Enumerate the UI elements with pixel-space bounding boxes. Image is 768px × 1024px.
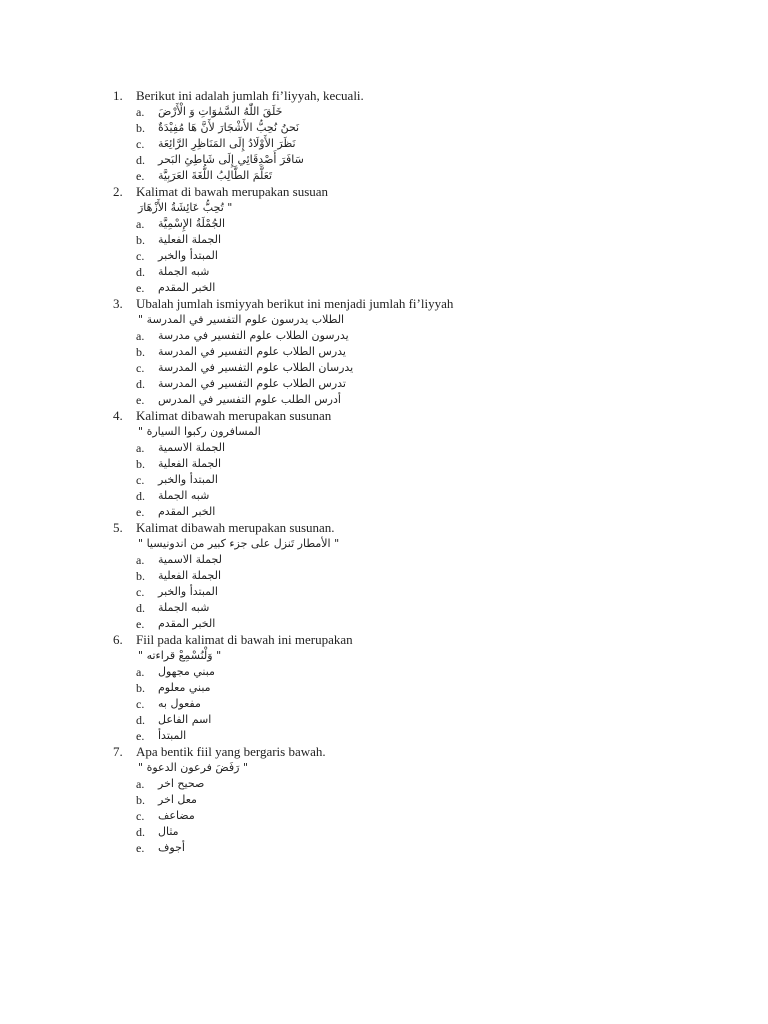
option-letter: c. — [136, 585, 145, 599]
option-text: مفعول به — [158, 697, 201, 710]
option-letter: d. — [136, 825, 145, 839]
option-text: الخبر المقدم — [158, 617, 216, 630]
option-text: يدرسان الطلاب علوم التفسير في المدرسة — [158, 361, 354, 374]
option-c — [0, 696, 768, 712]
question-arabic-sentence: " رَفَضَ فرعون الدعوة " — [138, 761, 249, 774]
question-number: 6. — [113, 632, 123, 647]
option-letter: e. — [136, 393, 145, 407]
question-arabic-sentence: " الأمطار تَنزل على جزء كبير من اندونيسيا " — [138, 537, 340, 550]
option-letter: e. — [136, 281, 145, 295]
question-number: 3. — [113, 296, 123, 311]
option-letter: b. — [136, 345, 145, 359]
option-text: صحيح اخر — [158, 777, 205, 790]
option-letter: a. — [136, 553, 145, 567]
option-text: أجوف — [158, 841, 185, 854]
option-text: الجملة الفعلية — [158, 569, 222, 582]
option-text: لجملة الاسمية — [158, 553, 222, 566]
option-c — [0, 472, 768, 488]
question-text: Ubalah jumlah ismiyyah berikut ini menjadi jumlah fi’liyyah — [136, 296, 454, 311]
option-letter: b. — [136, 121, 145, 135]
option-letter: d. — [136, 153, 145, 167]
option-letter: b. — [136, 793, 145, 807]
option-text: نَحنُ نُحِبُّ الأَشْجَارَ لأَنَّ هَا مُفِيْدَةٌ — [158, 121, 300, 134]
option-text: تَعَلَّمَ الطَّالِبُ اللُّغَةَ العَرَبِيَّة — [158, 169, 273, 182]
option-d — [0, 488, 768, 504]
option-d — [0, 376, 768, 392]
question-number: 1. — [113, 88, 123, 103]
option-b — [0, 232, 768, 248]
option-letter: d. — [136, 265, 145, 279]
option-c — [0, 584, 768, 600]
question-text: Fiil pada kalimat di bawah ini merupakan — [136, 632, 353, 647]
question-5 — [0, 520, 768, 632]
option-text: نَظَرَ الأَوْلَادُ إِلَى المَنَاظِرِ الرَّائِعَة — [158, 137, 296, 150]
option-letter: a. — [136, 441, 145, 455]
option-letter: e. — [136, 617, 145, 631]
option-letter: e. — [136, 169, 145, 183]
question-arabic-sentence: " وَلْنُسْمِعْ قراءته " — [138, 649, 222, 662]
option-letter: c. — [136, 473, 145, 487]
option-letter: c. — [136, 249, 145, 263]
option-text: الخبر المقدم — [158, 505, 216, 518]
question-text: Kalimat di bawah merupakan susuan — [136, 184, 329, 199]
option-text: أدرس الطلب علوم التفسير في المدرس — [158, 393, 341, 406]
option-letter: c. — [136, 697, 145, 711]
option-letter: c. — [136, 361, 145, 375]
option-letter: e. — [136, 505, 145, 519]
option-letter: b. — [136, 457, 145, 471]
option-letter: a. — [136, 105, 145, 119]
option-b — [0, 344, 768, 360]
exam-page — [0, 88, 768, 856]
option-a — [0, 776, 768, 792]
question-7 — [0, 744, 768, 856]
option-c — [0, 808, 768, 824]
option-d — [0, 824, 768, 840]
question-number: 7. — [113, 744, 123, 759]
option-e — [0, 616, 768, 632]
option-text: مبني مجهول — [158, 665, 215, 678]
option-text: شبه الجملة — [158, 601, 210, 614]
option-letter: d. — [136, 713, 145, 727]
option-d — [0, 152, 768, 168]
option-text: الجملة الاسمية — [158, 441, 226, 454]
option-text: الجُمْلَةُ الإِسْمِيَّة — [158, 217, 226, 230]
option-b — [0, 680, 768, 696]
option-letter: c. — [136, 809, 145, 823]
option-letter: a. — [136, 217, 145, 231]
question-number: 5. — [113, 520, 123, 535]
option-d — [0, 264, 768, 280]
option-e — [0, 168, 768, 184]
option-b — [0, 120, 768, 136]
option-letter: a. — [136, 777, 145, 791]
option-text: شبه الجملة — [158, 489, 210, 502]
option-text: يدرس الطلاب علوم التفسير في المدرسة — [158, 345, 346, 358]
option-b — [0, 456, 768, 472]
option-e — [0, 392, 768, 408]
option-e — [0, 728, 768, 744]
question-1 — [0, 88, 768, 184]
option-letter: d. — [136, 601, 145, 615]
question-arabic-sentence: " الطلاب يدرسون علوم التفسير في المدرسة — [138, 313, 345, 326]
option-letter: a. — [136, 665, 145, 679]
option-e — [0, 840, 768, 856]
question-text: Berikut ini adalah jumlah fi’liyyah, kecuali. — [136, 88, 364, 103]
option-text: تدرس الطلاب علوم التفسير في المدرسة — [158, 377, 346, 390]
question-4 — [0, 408, 768, 520]
option-c — [0, 136, 768, 152]
question-text: Kalimat dibawah merupakan susunan — [136, 408, 332, 423]
option-text: اسم الفاعل — [158, 713, 212, 726]
option-letter: d. — [136, 489, 145, 503]
question-arabic-sentence: " المسافرون ركبوا السيارة — [138, 425, 261, 438]
option-text: سَافَرَ أَصْدِقَائِي إِلَى شَاطِئِ البَحر — [158, 153, 304, 166]
option-b — [0, 792, 768, 808]
option-e — [0, 504, 768, 520]
question-6 — [0, 632, 768, 744]
question-text: Apa bentik fiil yang bergaris bawah. — [136, 744, 326, 759]
option-letter: b. — [136, 569, 145, 583]
option-letter: b. — [136, 681, 145, 695]
option-a — [0, 328, 768, 344]
option-letter: c. — [136, 137, 145, 151]
option-text: مثال — [158, 825, 179, 838]
option-a — [0, 216, 768, 232]
option-a — [0, 440, 768, 456]
option-text: المبتدأ والخبر — [158, 249, 218, 262]
question-number: 2. — [113, 184, 123, 199]
option-text: مضاعف — [158, 809, 195, 822]
option-c — [0, 248, 768, 264]
question-2 — [0, 184, 768, 296]
option-letter: b. — [136, 233, 145, 247]
question-number: 4. — [113, 408, 123, 423]
option-text: الجملة الفعلية — [158, 233, 222, 246]
option-text: الجملة الفعلية — [158, 457, 222, 470]
option-text: مبني معلوم — [158, 681, 211, 694]
option-letter: e. — [136, 729, 145, 743]
option-text: خَلَقَ اللّٰهُ السَّمٰوَاتِ وَ الْأَرْضَ — [158, 105, 283, 118]
option-letter: d. — [136, 377, 145, 391]
option-letter: a. — [136, 329, 145, 343]
option-text: معل اخر — [158, 793, 197, 806]
option-text: المبتدأ والخبر — [158, 585, 218, 598]
option-letter: e. — [136, 841, 145, 855]
option-c — [0, 360, 768, 376]
option-text: المبتدأ — [158, 729, 187, 742]
option-text: شبه الجملة — [158, 265, 210, 278]
option-d — [0, 600, 768, 616]
option-text: الخبر المقدم — [158, 281, 216, 294]
question-3 — [0, 296, 768, 408]
option-d — [0, 712, 768, 728]
option-a — [0, 104, 768, 120]
option-text: المبتدأ والخبر — [158, 473, 218, 486]
option-a — [0, 664, 768, 680]
question-arabic-sentence: تُحِبُّ عَائِشَةُ الأَزْهَارَ " — [138, 201, 233, 214]
option-b — [0, 568, 768, 584]
option-text: يدرسون الطلاب علوم التفسير في مدرسة — [158, 329, 349, 342]
option-e — [0, 280, 768, 296]
option-a — [0, 552, 768, 568]
question-text: Kalimat dibawah merupakan susunan. — [136, 520, 335, 535]
